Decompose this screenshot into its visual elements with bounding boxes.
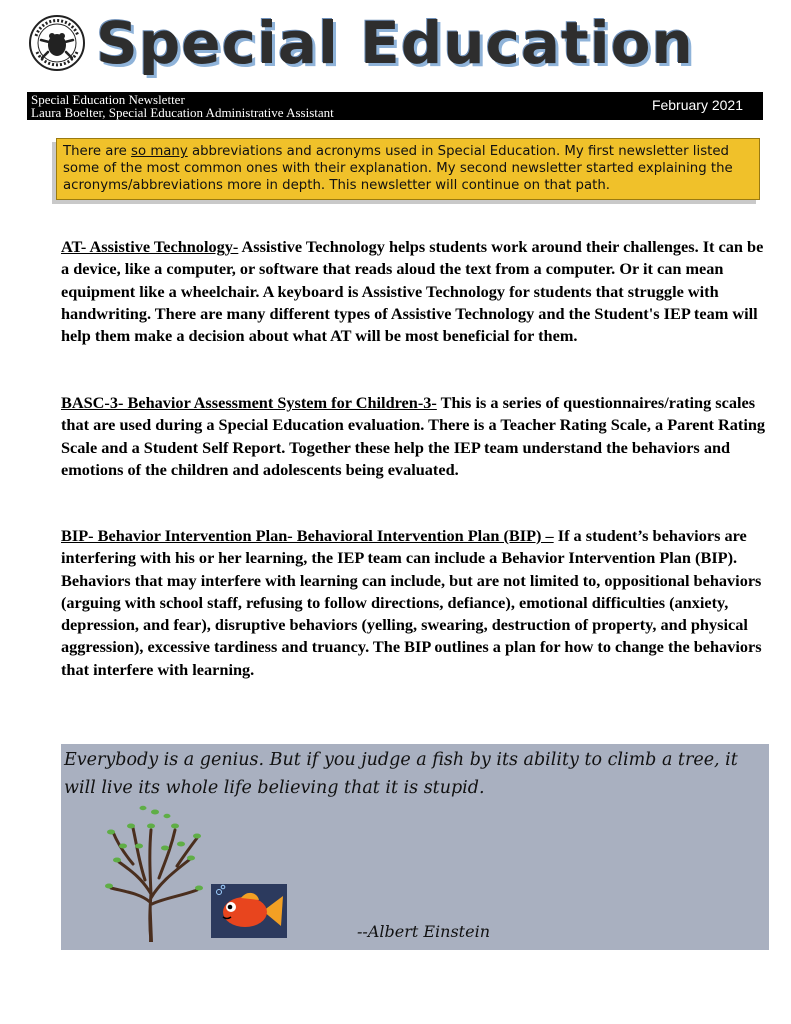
issue-date: February 2021	[651, 97, 743, 113]
intro-callout	[56, 138, 760, 200]
intro-after: abbreviations and acronyms used in Special Education. My first newsletter listed some of the most common ones with their explanation. My second newsletter started explaining the acronyms/abbreviations more in depth. This newsletter will continue on that path.	[63, 144, 733, 193]
section-text: If a student’s behaviors are interfering with his or her learning, the IEP team can include a Behavior Intervention Plan (BIP). Behaviors that may interfere with learning can include, but are not limited to, oppositional behaviors (arguing with school staff, refusing to follow directions, defiance), emotional difficulties (anxiety, depression, and fear), disruptive behaviors (yelling, swearing, destruction of property, and physical aggression), excessive tardiness and truancy. The BIP outlines a plan for how to change the behaviors that interfere with learning.	[61, 526, 762, 679]
section-term: AT- Assistive Technology-	[61, 237, 239, 256]
intro-before: There are	[63, 144, 132, 159]
quote-text: Everybody is a genius. But if you judge a fish by its ability to climb a tree, it will live its whole life believing that it is stupid.	[64, 750, 738, 798]
school-logo-icon	[28, 14, 86, 72]
author-line: Laura Boelter, Special Education Administrative Assistant	[31, 105, 334, 120]
section-text: Assistive Technology helps students work around their challenges. It can be a device, like a computer, or software that reads aloud the text from a computer. Or it can mean equipment like a wheelchair. A keyboard is Assistive Technology for students that struggle with handwriting. There are many different types of Assistive Technology and the Student's IEP team will help them make a decision about what AT will be most beneficial for them.	[61, 237, 764, 346]
intro-emphasis: so many	[131, 144, 188, 159]
newsletter-title: Special Education	[96, 9, 694, 77]
quote-panel	[61, 744, 769, 950]
section-assistive-technology	[61, 236, 773, 347]
header-banner	[27, 92, 763, 120]
section-text: This is a series of questionnaires/rating scales that are used during a Special Education evaluation. There is a Teacher Rating Scale, a Parent Rating Scale and a Student Self Report. Together these help the IEP team understand the behaviors and emotions of the children and adolescents being evaluated.	[61, 393, 766, 479]
section-term: BIP- Behavior Intervention Plan- Behavioral Intervention Plan (BIP) –	[61, 526, 554, 545]
quote-author: --Albert Einstein	[357, 922, 490, 941]
newsletter-name: Special Education Newsletter	[31, 92, 185, 107]
fish-icon	[211, 884, 287, 938]
section-term: BASC-3- Behavior Assessment System for Children-3-	[61, 393, 437, 412]
tree-icon	[93, 802, 211, 942]
section-basc-3	[61, 392, 773, 481]
section-bip	[61, 525, 773, 681]
